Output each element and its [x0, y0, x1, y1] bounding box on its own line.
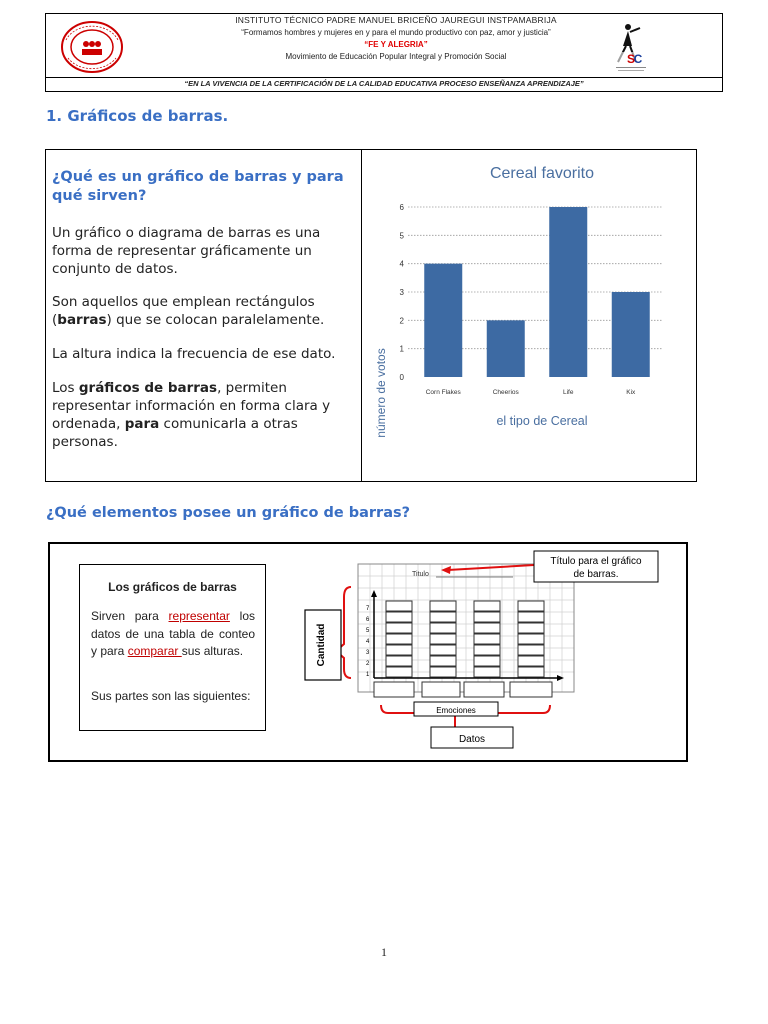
diagram-y-numbers	[366, 606, 370, 678]
stack-cell	[430, 612, 456, 622]
stack-cell	[386, 601, 412, 611]
y-number: 3	[366, 650, 370, 656]
y-number: 5	[366, 628, 370, 634]
y-tick-label: 6	[399, 203, 404, 212]
category-box	[510, 682, 552, 697]
bold-barras: barras	[57, 312, 107, 328]
text-run: Los	[52, 380, 79, 396]
bold-para: para	[124, 416, 160, 432]
movement-name: Movimiento de Educación Popular Integral y Promoción Social	[285, 52, 507, 61]
x-tick-label: Life	[563, 389, 574, 396]
cereal-bar-chart	[362, 151, 696, 480]
height-paragraph: La altura indica la frecuencia de ese dato.	[52, 346, 336, 362]
bold-graficos: gráficos de barras	[78, 380, 218, 396]
text-run: comunicarla a otras personas.	[52, 416, 298, 450]
stack-cell	[474, 634, 500, 644]
stack-cell	[518, 645, 544, 655]
stack-cell	[474, 623, 500, 633]
bar-corn-flakes	[424, 264, 462, 377]
stack-cell	[474, 656, 500, 666]
school-seal-logo	[60, 20, 124, 74]
stack-cell	[518, 667, 544, 677]
svg-text:S: S	[626, 52, 636, 66]
chart-title: Cereal favorito	[489, 165, 595, 182]
sgc-logo	[606, 22, 656, 74]
text-run: sus alturas.	[181, 644, 244, 658]
question-elements: ¿Qué elementos posee un gráfico de barras?	[46, 505, 411, 521]
y-tick-label: 4	[399, 259, 404, 269]
y-number: 4	[366, 639, 370, 645]
bar-kix	[612, 292, 650, 377]
header-divider	[46, 77, 722, 78]
category-box	[422, 682, 460, 697]
y-tick-label: 1	[399, 344, 404, 354]
svg-text:C: C	[633, 52, 643, 66]
stack-cell	[518, 656, 544, 666]
fe-y-alegria: “FE Y ALEGRIA”	[364, 40, 428, 49]
stack-cell	[474, 667, 500, 677]
stack-cell	[430, 601, 456, 611]
stack-cell	[386, 634, 412, 644]
text-run: ) que se colocan paralelamente.	[106, 312, 325, 328]
stack-cell	[518, 623, 544, 633]
category-box	[464, 682, 504, 697]
text-run: , permiten representar información en forma clara y ordenada,	[52, 380, 331, 432]
question-what-is-bar-chart: ¿Qué es un gráfico de barras y para qué sirven?	[52, 169, 344, 204]
stack-cell	[386, 667, 412, 677]
title-arrow	[448, 565, 534, 570]
text-run: Son aquellos que emplean rectángulos (	[52, 294, 315, 328]
x-tick-label: Cheerios	[492, 389, 519, 396]
y-tick-label: 2	[399, 316, 404, 326]
institute-name: INSTITUTO TÉCNICO PADRE MANUEL BRICEÑO JAUREGUI INSTPAMABRIJA	[235, 15, 557, 25]
stack-cell	[430, 667, 456, 677]
cantidad-label: Cantidad	[316, 623, 327, 667]
stack-cell	[474, 612, 500, 622]
y-axis-arrow-icon	[371, 590, 377, 597]
stack-cell	[430, 645, 456, 655]
datos-label: Datos	[458, 734, 486, 745]
callout-text	[91, 608, 255, 661]
stack-cell	[474, 645, 500, 655]
y-tick-label: 0	[399, 373, 404, 382]
stack-cell	[386, 656, 412, 666]
stack-cell	[430, 634, 456, 644]
stack-cell	[518, 634, 544, 644]
stack-cell	[430, 656, 456, 666]
rectangles-paragraph	[52, 293, 357, 329]
callout-parts-text: Sus partes son las siguientes:	[91, 689, 251, 703]
x-axis-arrow-icon	[557, 675, 564, 681]
purpose-paragraph	[52, 379, 357, 451]
title-note-line2: de barras.	[573, 569, 619, 580]
category-boxes	[374, 682, 552, 697]
diagram-title-label: Titulo	[412, 571, 429, 578]
y-number: 1	[366, 672, 370, 678]
page-number: 1	[381, 945, 387, 959]
stack-cell	[386, 645, 412, 655]
section-title: 1. Gráficos de barras.	[46, 107, 229, 125]
document-header	[45, 13, 723, 92]
chart-y-tick-labels	[400, 203, 405, 382]
stack-cell	[386, 623, 412, 633]
bar-stacks	[386, 601, 544, 677]
stack-cell	[518, 601, 544, 611]
chart-x-tick-labels	[426, 389, 636, 396]
stack-cell	[518, 612, 544, 622]
stack-cell	[430, 623, 456, 633]
institute-slogan: “Formamos hombres y mujeres en y para el mundo productivo con paz, amor y justicia”	[241, 28, 551, 37]
y-number: 7	[366, 606, 370, 612]
x-tick-label: Corn Flakes	[425, 389, 461, 396]
chart-x-axis-label: el tipo de Cereal	[496, 414, 588, 428]
y-tick-label: 5	[399, 231, 404, 241]
title-note-line1: Título para el gráfico	[550, 556, 642, 567]
text-run: Sirven para	[91, 609, 169, 623]
chart-y-axis-label: número de votos	[374, 348, 388, 438]
bar-cheerios	[487, 320, 525, 377]
callout-title: Los gráficos de barras	[108, 580, 237, 594]
y-number: 6	[366, 617, 370, 623]
underlined-representar: representar	[168, 609, 230, 623]
y-number: 2	[366, 661, 370, 667]
category-box	[374, 682, 414, 697]
title-arrow-head-icon	[441, 566, 451, 574]
stack-cell	[474, 601, 500, 611]
stack-cell	[386, 612, 412, 622]
emociones-label: Emociones	[436, 706, 476, 715]
bar-life	[549, 207, 587, 377]
y-tick-label: 3	[399, 288, 404, 297]
underlined-comparar: comparar	[127, 644, 182, 658]
text-run: los datos de una tabla de conteo y para	[91, 609, 255, 658]
header-motto: “EN LA VIVENCIA DE LA CERTIFICACIÓN DE LA CALIDAD EDUCATIVA PROCESO ENSEÑANZA APRENDIZAJE”	[184, 79, 584, 88]
x-tick-label: Kix	[626, 389, 636, 396]
definition-paragraph: Un gráfico o diagrama de barras es una forma de representar gráficamente un conjunto de datos.	[52, 225, 321, 277]
